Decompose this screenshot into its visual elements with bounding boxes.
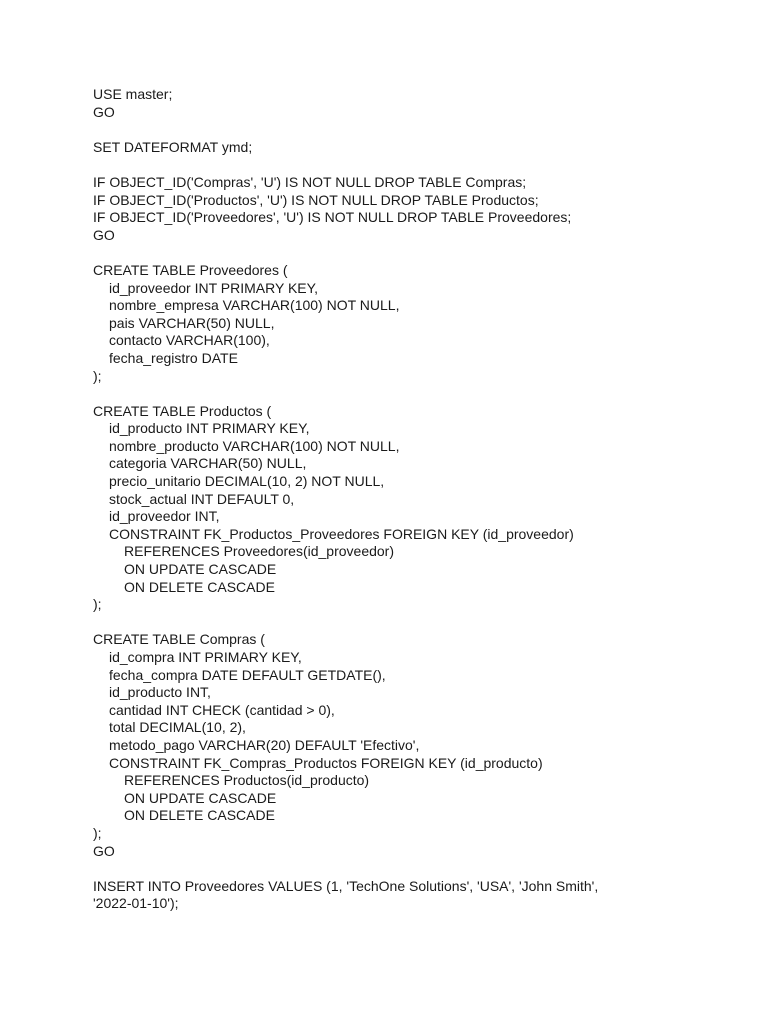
code-line: USE master; (93, 86, 173, 102)
code-line: cantidad INT CHECK (cantidad > 0), (109, 701, 335, 718)
code-line: stock_actual INT DEFAULT 0, (109, 490, 295, 507)
code-line: CREATE TABLE Proveedores ( (93, 261, 288, 278)
code-line: ); (93, 367, 102, 384)
code-line: REFERENCES Proveedores(id_proveedor) (124, 543, 394, 560)
code-line: IF OBJECT_ID('Productos', 'U') IS NOT NULL DROP TABLE Productos; (93, 191, 539, 208)
code-line: ON UPDATE CASCADE (124, 789, 277, 806)
code-line: GO (93, 842, 115, 859)
code-line: nombre_producto VARCHAR(100) NOT NULL, (109, 437, 400, 454)
code-line: contacto VARCHAR(100), (109, 332, 270, 349)
code-line: id_proveedor INT PRIMARY KEY, (109, 279, 319, 296)
code-line: IF OBJECT_ID('Compras', 'U') IS NOT NULL DROP TABLE Compras; (93, 173, 527, 190)
code-line: id_compra INT PRIMARY KEY, (109, 649, 302, 665)
code-line: INSERT INTO Proveedores VALUES (1, 'TechOne Solutions', 'USA', 'John Smith', (93, 877, 599, 894)
code-line: REFERENCES Productos(id_producto) (124, 772, 370, 789)
code-line: precio_unitario DECIMAL(10, 2) NOT NULL, (109, 473, 385, 490)
blank-line (93, 121, 733, 139)
blank-line (93, 244, 733, 262)
code-line: SET DATEFORMAT ymd; (93, 138, 253, 155)
code-line: CONSTRAINT FK_Compras_Productos FOREIGN KEY (id_producto) (109, 754, 543, 771)
blank-line (93, 385, 733, 403)
code-line: pais VARCHAR(50) NULL, (109, 314, 275, 331)
code-line: GO (93, 226, 115, 243)
code-line: '2022-01-10'); (93, 895, 179, 912)
code-line: CREATE TABLE Compras ( (93, 631, 265, 648)
code-line: CREATE TABLE Productos ( (93, 402, 272, 419)
code-line: ON DELETE CASCADE (124, 807, 275, 824)
code-line: id_proveedor INT, (109, 508, 220, 525)
code-line: nombre_empresa VARCHAR(100) NOT NULL, (109, 297, 400, 314)
document-page (93, 86, 733, 913)
code-line: ); (93, 824, 102, 841)
code-line: id_producto INT, (109, 684, 211, 701)
code-line: CONSTRAINT FK_Productos_Proveedores FOREIGN KEY (id_proveedor) (109, 525, 574, 542)
code-line: fecha_compra DATE DEFAULT GETDATE(), (109, 666, 386, 683)
code-line: metodo_pago VARCHAR(20) DEFAULT 'Efectivo', (109, 736, 420, 753)
code-line: IF OBJECT_ID('Proveedores', 'U') IS NOT NULL DROP TABLE Proveedores; (93, 209, 572, 226)
code-line: ON DELETE CASCADE (124, 578, 275, 595)
code-line: ON UPDATE CASCADE (124, 561, 277, 578)
code-line: categoria VARCHAR(50) NULL, (109, 455, 307, 472)
code-line: GO (93, 103, 115, 120)
blank-line (93, 614, 733, 632)
code-line: fecha_registro DATE (109, 349, 238, 366)
code-line: total DECIMAL(10, 2), (109, 719, 246, 736)
blank-line (93, 156, 733, 174)
code-line: ); (93, 596, 102, 613)
code-line: id_producto INT PRIMARY KEY, (109, 420, 310, 437)
blank-line (93, 860, 733, 878)
